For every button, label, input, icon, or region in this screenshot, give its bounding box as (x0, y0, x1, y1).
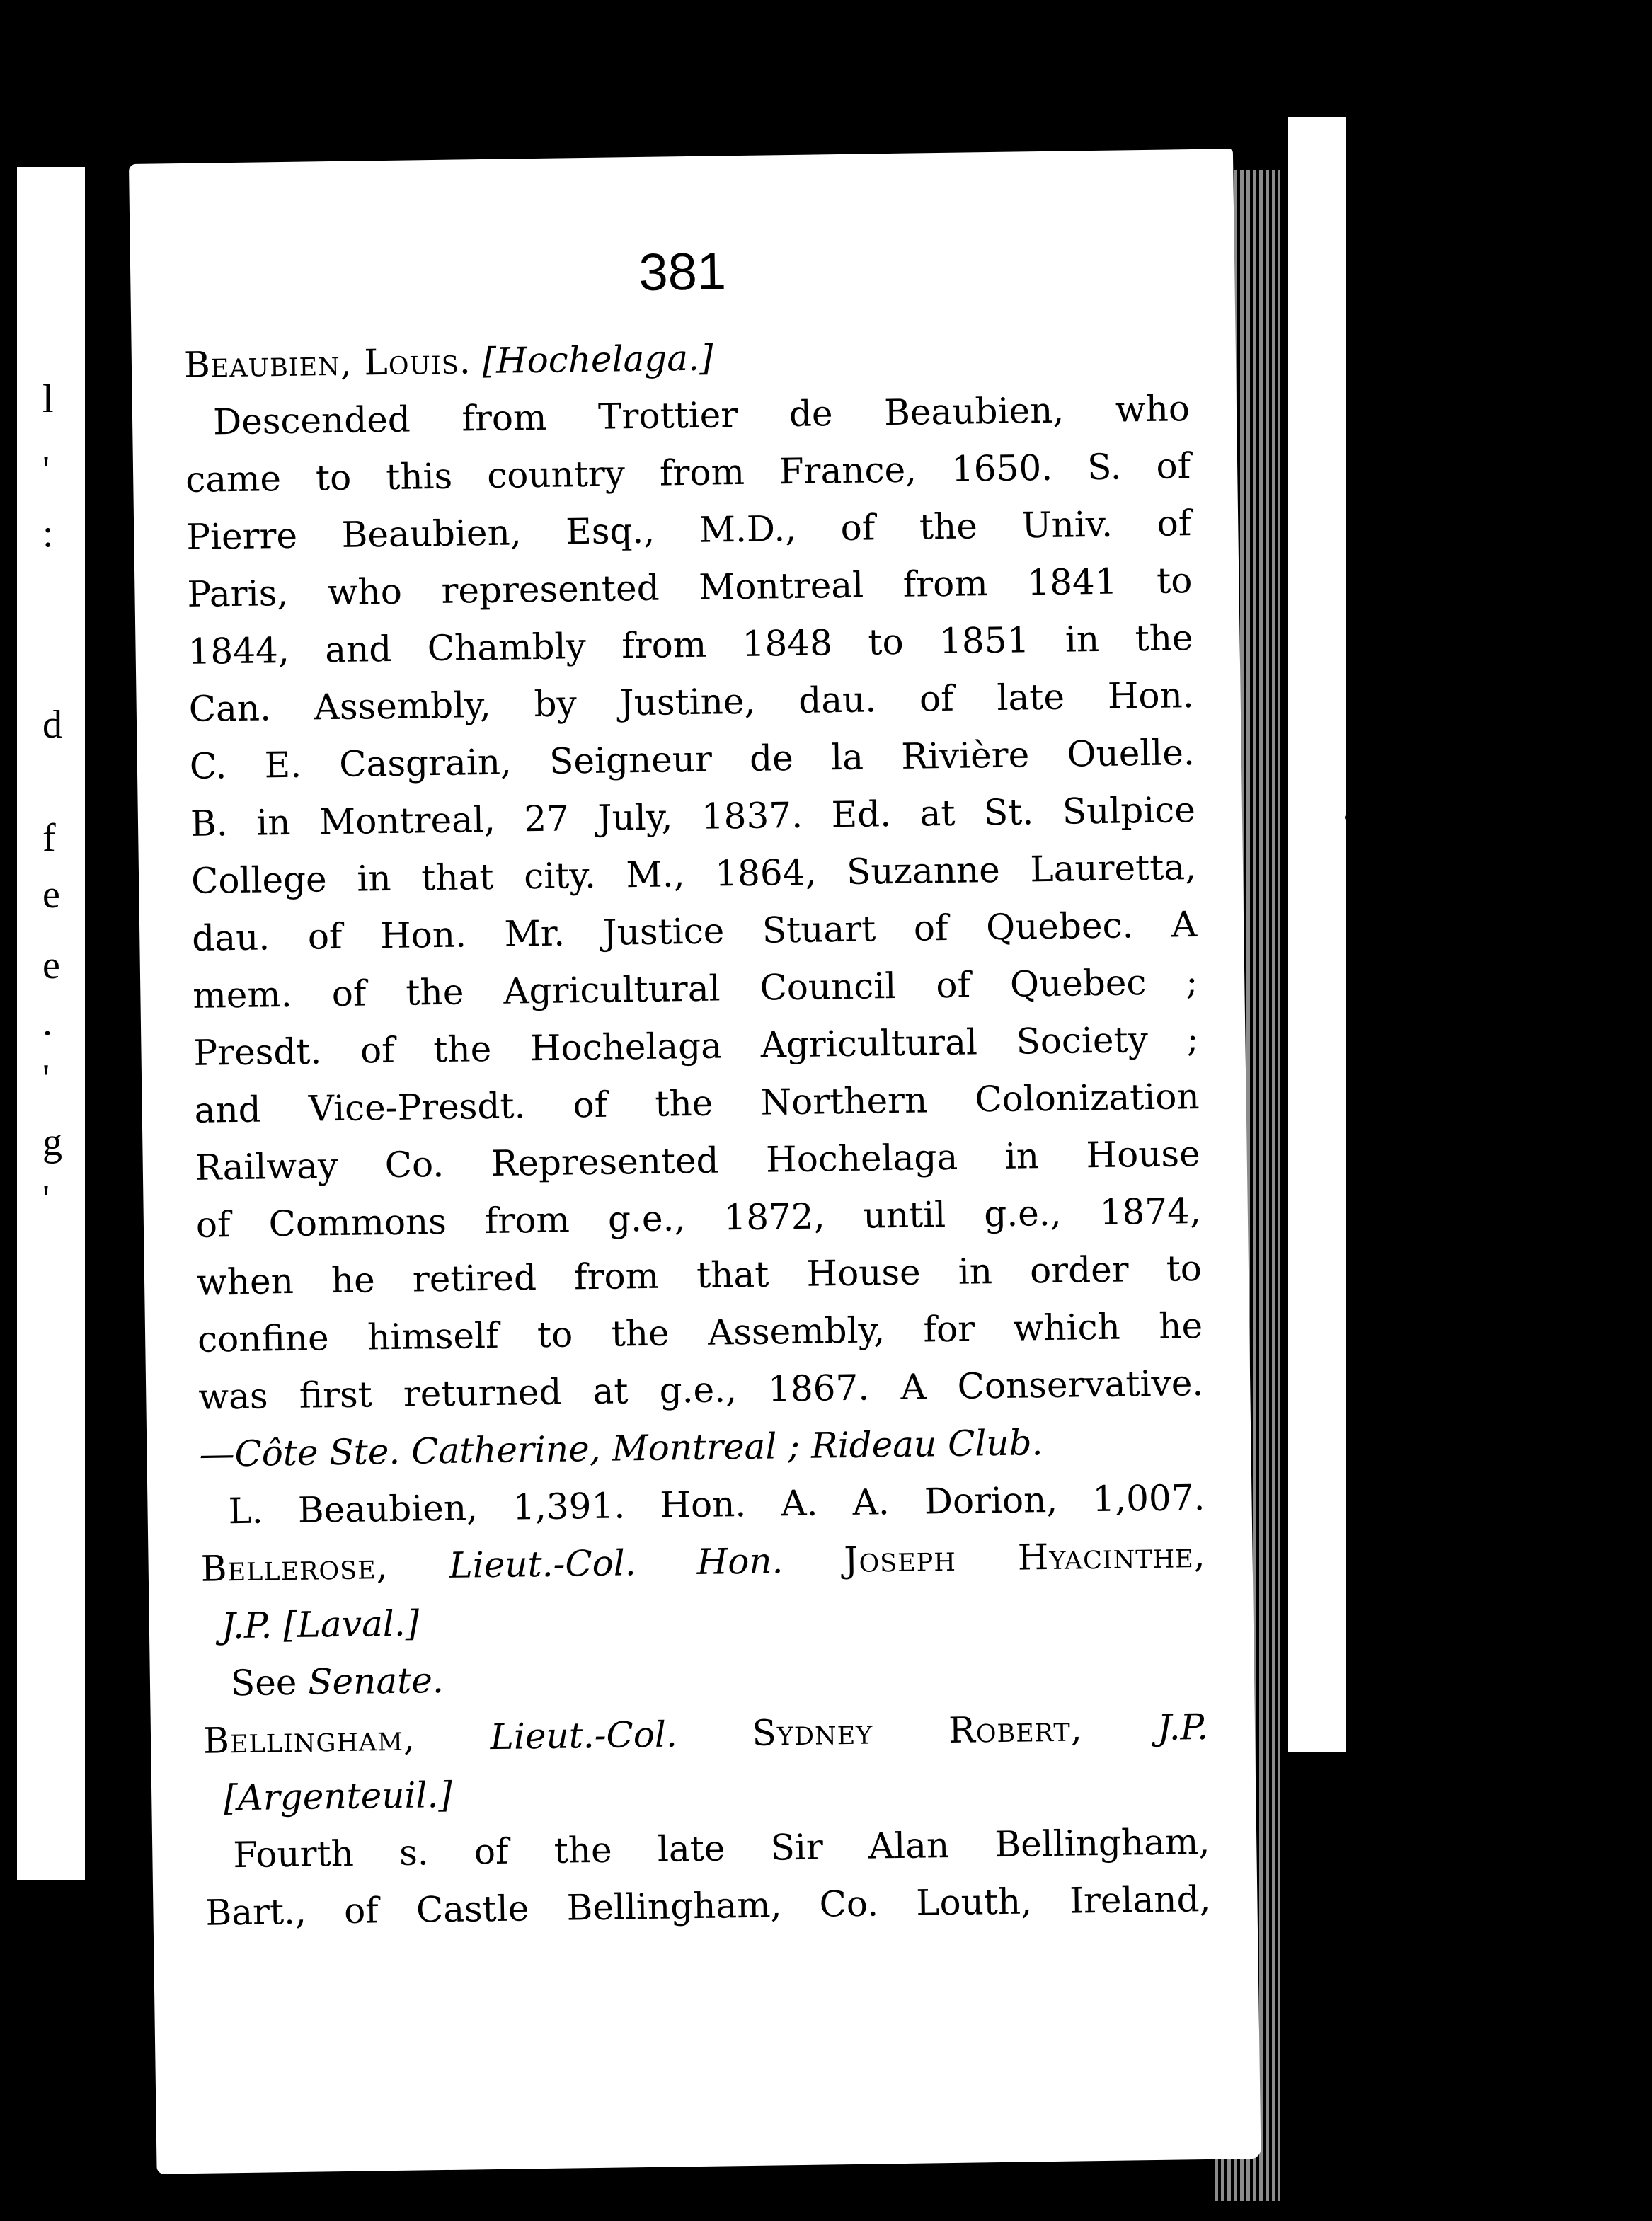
entry-suffix: J.P. (1157, 1706, 1209, 1748)
page-number: 381 (638, 241, 727, 302)
text-line: was first returned at g.e., 1867. A Conservative. (197, 1362, 1204, 1418)
margin-mark: ' (42, 1177, 50, 1221)
margin-mark: ' (42, 1057, 50, 1101)
text-line: 1844, and Chambly from 1848 to 1851 in the (188, 617, 1193, 672)
book-page (129, 149, 1261, 2174)
entry-suffix: J.P. (221, 1605, 273, 1647)
facing-page-edge (17, 167, 85, 1880)
text-line: Bart., of Castle Bellingham, Co. Louth, Ireland, (205, 1878, 1211, 1934)
text-line-address: —Côte Ste. Catherine, Montreal ; Rideau Club. (199, 1422, 1043, 1475)
margin-mark: f (42, 816, 56, 860)
text-line: dau. of Hon. Mr. Justice Stuart of Quebec. A (191, 904, 1198, 959)
margin-mark: : (42, 512, 54, 556)
margin-mark: l (42, 377, 54, 421)
margin-mark: g (42, 1120, 62, 1164)
entry-riding: [Hochelaga.] (482, 337, 713, 382)
text-line: and Vice-Presdt. of the Northern Colonization (194, 1076, 1200, 1131)
text-line: of Commons from g.e., 1872, until g.e., 1874, (195, 1190, 1202, 1246)
text-line: B. in Montreal, 27 July, 1837. Ed. at St. Sulpice (190, 789, 1196, 844)
election-result: L. Beaubien, 1,391. Hon. A. A. Dorion, 1,007. (228, 1476, 1205, 1532)
see-target: Senate. (307, 1660, 444, 1703)
margin-mark: ' (42, 448, 50, 492)
text-line: Can. Assembly, by Justine, dau. of late Hon. (188, 675, 1195, 730)
text-line: Descended from Trottier de Beaubien, who (212, 388, 1191, 443)
entry-title: Lieut.-Col. (490, 1714, 678, 1758)
text-line: Pierre Beaubien, Esq., M.D., of the Univ. of (185, 503, 1192, 558)
text-line: C. E. Casgrain, Seigneur de la Rivière Ouelle. (189, 732, 1195, 787)
text-line: when he retired from that House in order to (196, 1247, 1203, 1303)
back-page-edge (1288, 117, 1346, 1752)
entry-name: Beaubien, Louis. (183, 340, 472, 386)
entry-given-names: Joseph Hyacinthe, (844, 1534, 1206, 1581)
text-line: Paris, who represented Montreal from 1841 to (187, 560, 1193, 615)
margin-mark: e (42, 943, 60, 987)
entry-title: Lieut.-Col. Hon. (449, 1540, 784, 1586)
text-line: Presdt. of the Hochelaga Agricultural Society ; (193, 1018, 1199, 1074)
text-line: confine himself to the Assembly, for which he (197, 1304, 1203, 1360)
text-line: Railway Co. Represented Hochelaga in House (195, 1133, 1201, 1188)
see-label: See (230, 1661, 297, 1704)
text-line: came to this country from France, 1650. S. of (185, 445, 1191, 500)
page-text (183, 323, 1211, 1942)
entry-name: Bellerose, (200, 1546, 389, 1590)
margin-mark: d (42, 703, 62, 747)
text-line: mem. of the Agricultural Council of Quebec ; (193, 961, 1198, 1016)
scan-speck (1345, 814, 1352, 821)
margin-mark: e (42, 873, 60, 917)
margin-mark: . (42, 1000, 52, 1044)
text-line: College in that city. M., 1864, Suzanne Lauretta, (190, 846, 1197, 902)
entry-riding: [Laval.] (282, 1602, 420, 1646)
entry-riding: [Argenteuil.] (223, 1774, 453, 1819)
entry-name: Bellingham, (202, 1717, 416, 1762)
entry-given-names: Sydney Robert, (752, 1708, 1084, 1754)
text-line: Fourth s. of the late Sir Alan Bellingham, (232, 1820, 1210, 1876)
